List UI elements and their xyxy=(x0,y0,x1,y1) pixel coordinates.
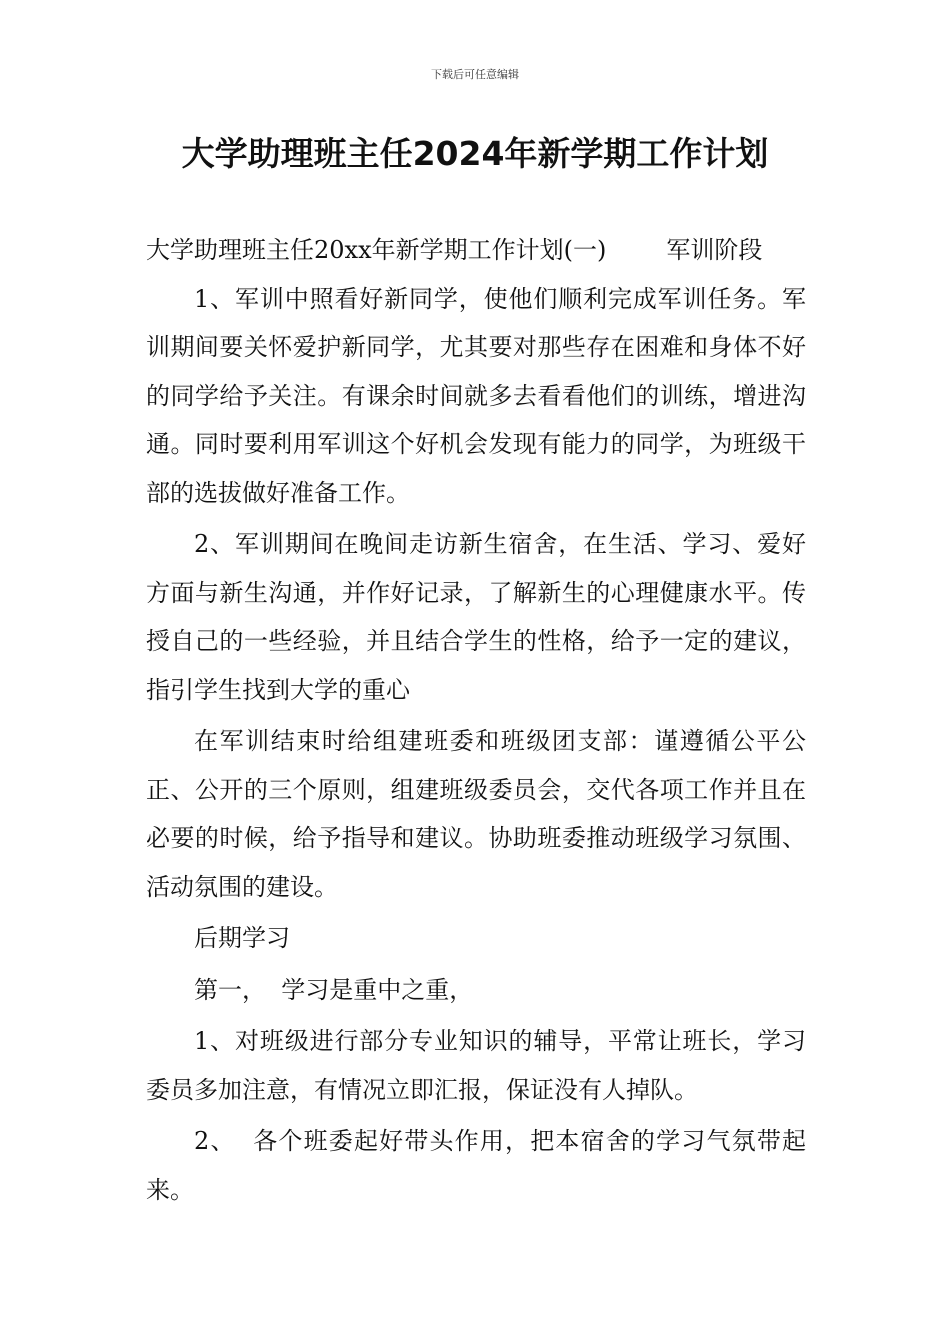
paragraph: 第一， 学习是重中之重， xyxy=(194,975,474,1004)
paragraph: 2、军训期间在晚间走访新生宿舍，在生活、学习、爱好方面与新生沟通，并作好记录，了解新生的心理健康水平。传授自己的一些经验，并且结合学生的性格，给予一定的建议，指引学生找到大学的重心 xyxy=(146,530,806,704)
document-body xyxy=(146,226,806,1214)
paragraph: 2、 各个班委起好带头作用，把本宿舍的学习气氛带起来。 xyxy=(146,1127,806,1204)
paragraph: 1、对班级进行部分专业知识的辅导，平常让班长，学习委员多加注意，有情况立即汇报，保证没有人掉队。 xyxy=(146,1027,806,1104)
subtitle-line xyxy=(146,226,806,275)
paragraph: 在军训结束时给组建班委和班级团支部：谨遵循公平公正、公开的三个原则，组建班级委员会，交代各项工作并且在必要的时候，给予指导和建议。协助班委推动班级学习氛围、活动氛围的建设。 xyxy=(146,727,806,901)
paragraph: 1、军训中照看好新同学，使他们顺利完成军训任务。军训期间要关怀爱护新同学，尤其要对那些存在困难和身体不好的同学给予关注。有课余时间就多去看看他们的训练，增进沟通。同时要利用军训这个好机会发现有能力的同学，为班级干部的选拔做好准备工作。 xyxy=(146,284,806,507)
subtitle: 大学助理班主任20xx年新学期工作计划(一) xyxy=(146,236,607,264)
header-note: 下载后可任意编辑 xyxy=(431,68,519,81)
document-title: 大学助理班主任2024年新学期工作计划 xyxy=(181,134,769,173)
section-heading-later-study: 后期学习 xyxy=(194,924,290,952)
section-heading-military: 军训阶段 xyxy=(666,236,763,264)
